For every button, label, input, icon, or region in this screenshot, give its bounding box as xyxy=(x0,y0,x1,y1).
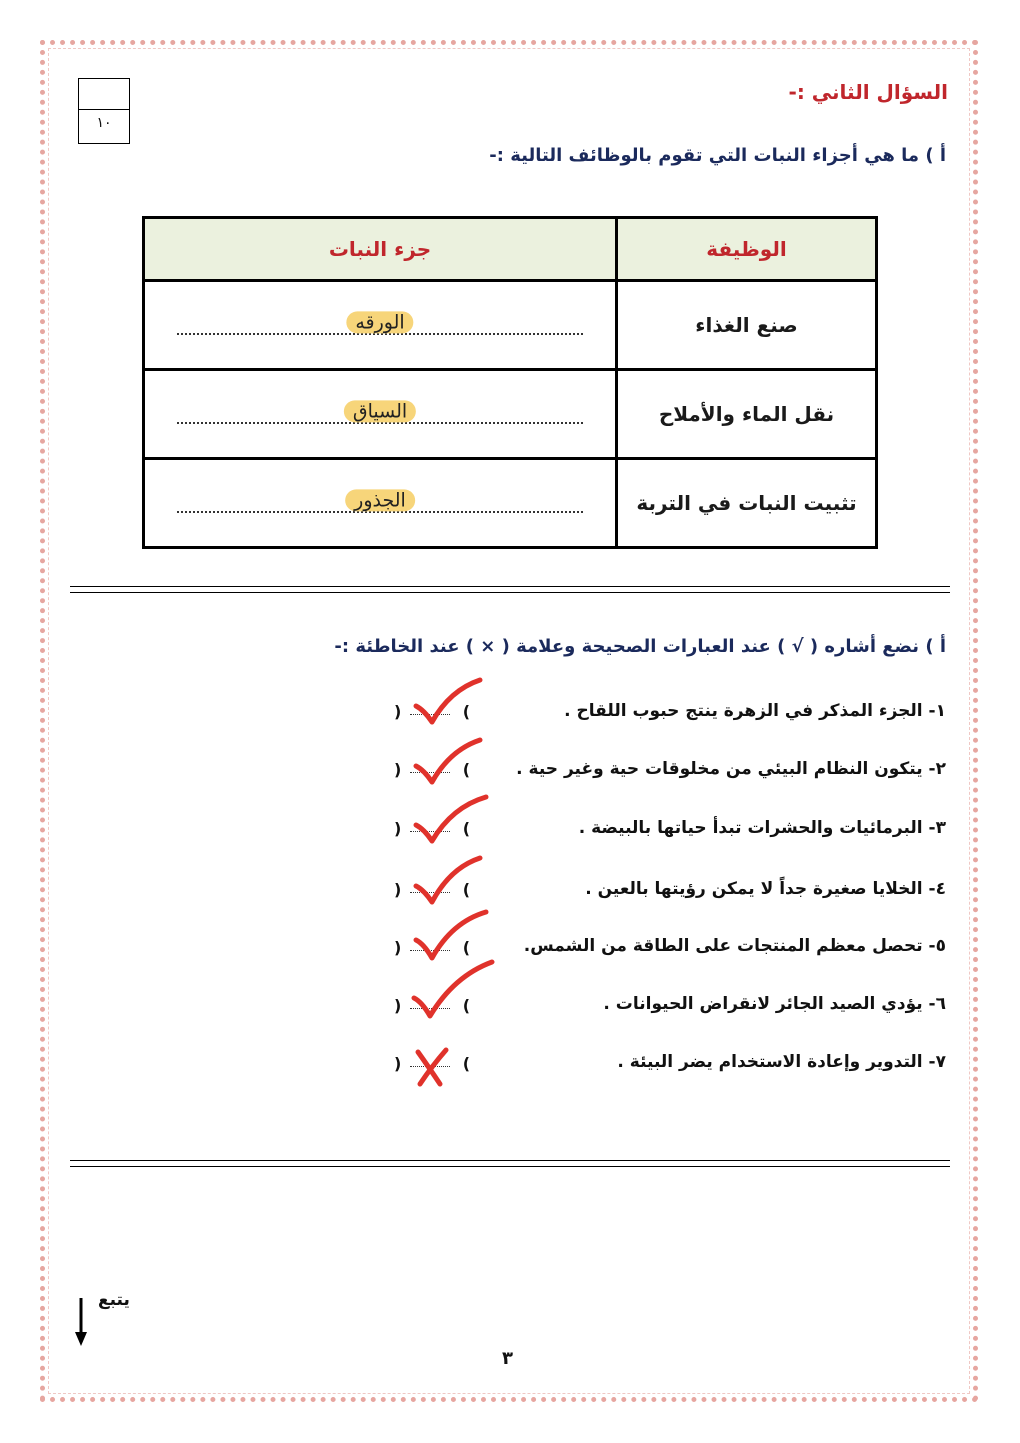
statement-3: ٣- البرمائيات والحشرات تبدأ حياتها بالبيضة . xyxy=(578,818,946,838)
paren-open: ( xyxy=(462,819,470,838)
part-a-instruction: أ ) ما هي أجزاء النبات التي تقوم بالوظائف التالية :- xyxy=(489,145,946,166)
check-mark-icon xyxy=(412,676,484,728)
check-mark-icon xyxy=(410,958,496,1022)
paren-open: ( xyxy=(462,702,470,721)
score-value: ١٠ xyxy=(96,115,112,131)
answer-cell[interactable] xyxy=(144,370,617,459)
table-row xyxy=(144,459,877,548)
function-cell: تثبيت النبات في التربة xyxy=(617,459,877,548)
table-row xyxy=(144,281,877,370)
check-mark-icon xyxy=(412,854,484,908)
answer-highlight: السياق xyxy=(344,400,416,422)
paren-close: ) xyxy=(394,1054,402,1073)
paren-open: ( xyxy=(462,880,470,899)
continue-label: يتبع xyxy=(98,1290,130,1310)
answer-cell[interactable] xyxy=(144,281,617,370)
function-cell: نقل الماء والأملاح xyxy=(617,370,877,459)
function-cell: صنع الغذاء xyxy=(617,281,877,370)
statement-7: ٧- التدوير وإعادة الاستخدام يضر البيئة . xyxy=(617,1052,946,1072)
section-separator xyxy=(70,1160,950,1167)
paren-close: ) xyxy=(394,996,402,1015)
score-divider xyxy=(79,109,129,110)
paren-close: ) xyxy=(394,880,402,899)
paren-close: ) xyxy=(394,702,402,721)
paren-open: ( xyxy=(462,1054,470,1073)
check-mark-icon xyxy=(412,736,484,788)
section-separator xyxy=(70,586,950,593)
paren-close: ) xyxy=(394,760,402,779)
score-box xyxy=(78,78,130,144)
cross-mark-icon xyxy=(412,1046,452,1088)
paren-open: ( xyxy=(462,760,470,779)
table-row xyxy=(144,370,877,459)
statement-4: ٤- الخلايا صغيرة جداً لا يمكن رؤيتها بالعين . xyxy=(585,879,946,899)
check-mark-icon xyxy=(412,793,490,847)
page-number: ٣ xyxy=(502,1348,513,1369)
answer-cell[interactable] xyxy=(144,459,617,548)
check-mark-icon xyxy=(412,908,490,964)
header-function: الوظيفة xyxy=(617,218,877,281)
statement-5: ٥- تحصل معظم المنتجات على الطاقة من الشمس. xyxy=(523,936,946,956)
paren-close: ) xyxy=(394,819,402,838)
paren-close: ) xyxy=(394,938,402,957)
answer-highlight: الجذور xyxy=(345,489,415,511)
answer-highlight: الورقه xyxy=(346,311,413,333)
part-b-instruction: أ ) نضع أشاره ( √ ) عند العبارات الصحيحة وعلامة ( × ) عند الخاطئة :- xyxy=(334,636,946,657)
paren-open: ( xyxy=(462,938,470,957)
statement-6: ٦- يؤدي الصيد الجائر لانقراض الحيوانات . xyxy=(603,994,946,1014)
header-plant-part: جزء النبات xyxy=(144,218,617,281)
paren-open: ( xyxy=(462,996,470,1015)
question-title: السؤال الثاني :- xyxy=(788,80,948,104)
plant-parts-table xyxy=(142,216,878,549)
statement-1: ١- الجزء المذكر في الزهرة ينتج حبوب اللقاح . xyxy=(564,701,946,721)
table-header-row xyxy=(144,218,877,281)
statement-2: ٢- يتكون النظام البيئي من مخلوقات حية وغير حية . xyxy=(516,759,946,779)
arrow-down-icon xyxy=(74,1296,88,1348)
